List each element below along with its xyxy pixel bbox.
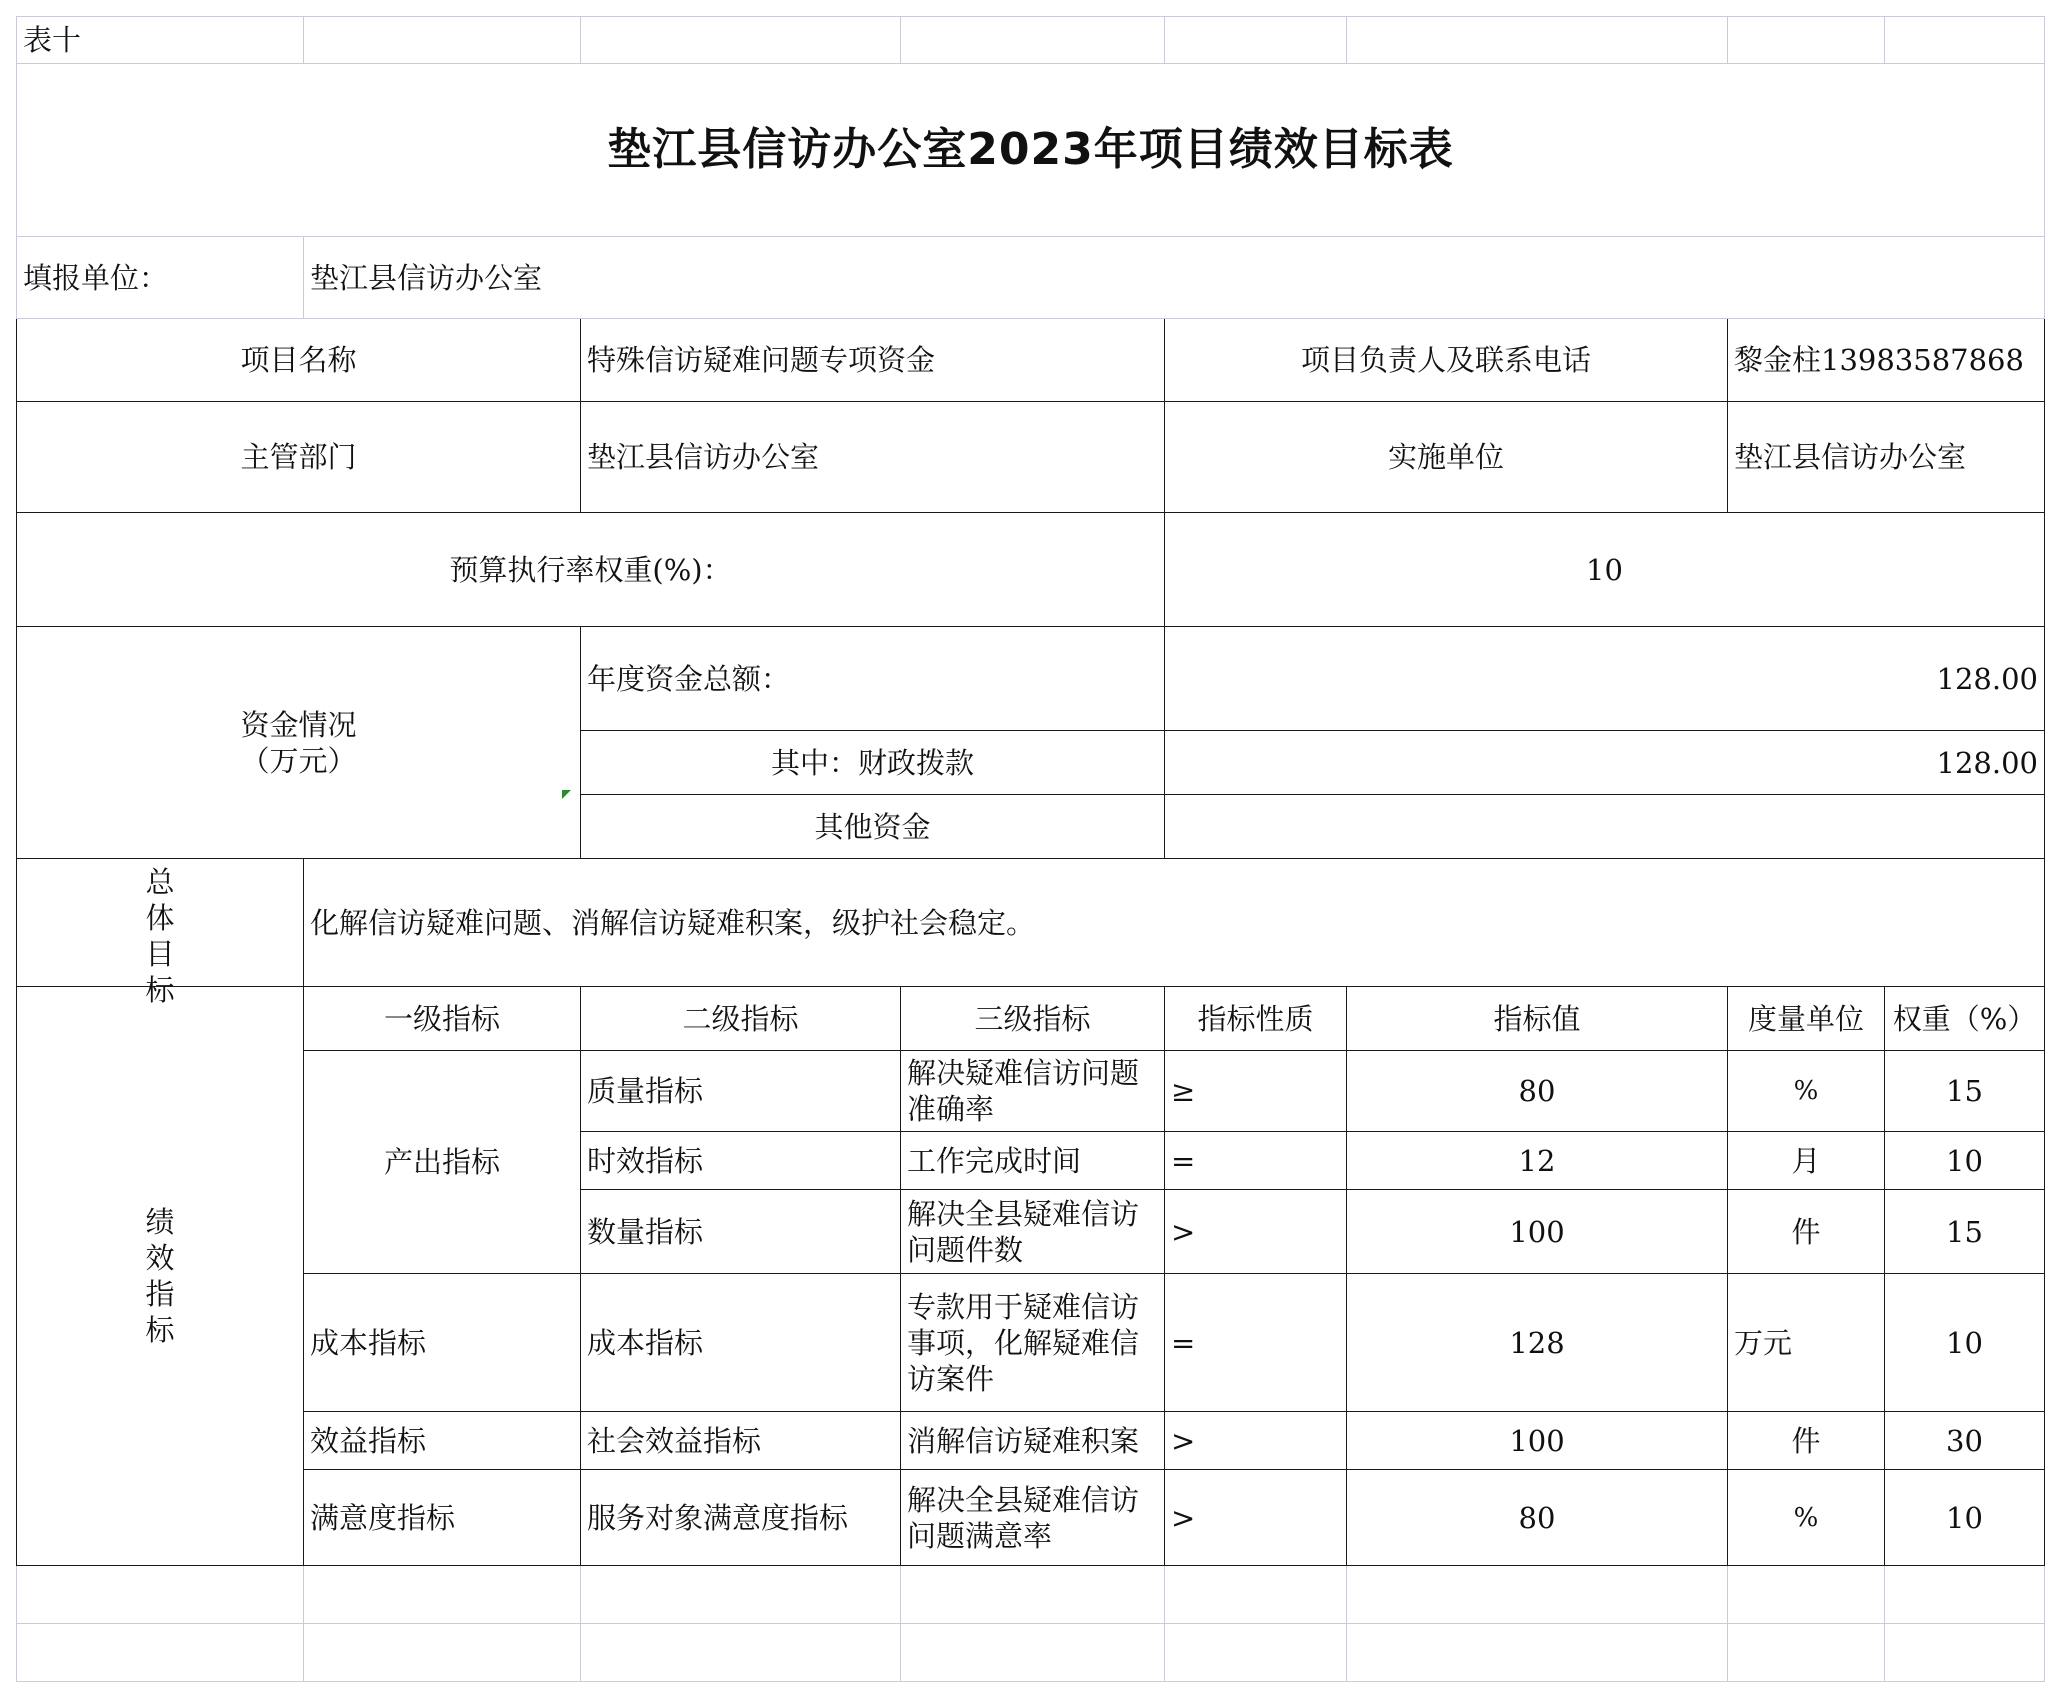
level2-cell: 社会效益指标 xyxy=(581,1412,901,1470)
value-cell: 80 xyxy=(1347,1051,1728,1132)
value-cell: 100 xyxy=(1347,1190,1728,1274)
header-nature: 指标性质 xyxy=(1165,987,1347,1051)
nature-cell: = xyxy=(1165,1132,1347,1190)
overall-goal-text: 化解信访疑难问题、消解信访疑难积案，级护社会稳定。 xyxy=(304,859,2045,987)
dept-label: 主管部门 xyxy=(17,402,581,513)
page-title: 垫江县信访办公室2023年项目绩效目标表 xyxy=(17,64,2045,237)
level2-cell: 质量指标 xyxy=(581,1051,901,1132)
funds-label xyxy=(17,627,581,859)
level2-cell: 服务对象满意度指标 xyxy=(581,1470,901,1566)
total-funds-value: 128.00 xyxy=(1165,627,2045,731)
dept-value: 垫江县信访办公室 xyxy=(581,402,1165,513)
nature-cell: > xyxy=(1165,1412,1347,1470)
weight-cell: 15 xyxy=(1885,1051,2045,1132)
nature-cell: = xyxy=(1165,1274,1347,1412)
table-row xyxy=(17,1470,2045,1566)
total-funds-label: 年度资金总额： xyxy=(581,627,1165,731)
fiscal-funds-value: 128.00 xyxy=(1165,731,2045,795)
unit-cell: 月 xyxy=(1728,1132,1885,1190)
header-unit: 度量单位 xyxy=(1728,987,1885,1051)
reporting-unit-value: 垫江县信访办公室 xyxy=(304,237,2045,319)
unit-cell: 件 xyxy=(1728,1190,1885,1274)
level1-cell: 成本指标 xyxy=(304,1274,581,1412)
header-level3: 三级指标 xyxy=(901,987,1165,1051)
header-weight: 权重（%） xyxy=(1885,987,2045,1051)
indicators-section-label-text: 绩效指标 xyxy=(145,1205,175,1347)
funds-label-line2: （万元） xyxy=(240,743,357,778)
unit-cell: 万元 xyxy=(1728,1274,1885,1412)
sheet-label: 表十 xyxy=(17,17,304,64)
level3-cell: 工作完成时间 xyxy=(901,1132,1165,1190)
funds-label-line1: 资金情况 xyxy=(240,707,357,742)
table-row xyxy=(17,1274,2045,1412)
contact-label: 项目负责人及联系电话 xyxy=(1165,319,1728,402)
overall-goal-label xyxy=(17,859,304,1007)
unit-cell: % xyxy=(1728,1051,1885,1132)
indicators-section-label xyxy=(17,987,304,1566)
weight-cell: 10 xyxy=(1885,1274,2045,1412)
table-row xyxy=(17,1412,2045,1470)
nature-cell: ≥ xyxy=(1165,1051,1347,1132)
level1-cell: 产出指标 xyxy=(304,1051,581,1274)
reporting-unit-label: 填报单位： xyxy=(17,237,304,319)
header-level2: 二级指标 xyxy=(581,987,901,1051)
budget-weight-value: 10 xyxy=(1165,513,2045,627)
level1-cell: 满意度指标 xyxy=(304,1470,581,1566)
other-funds-label: 其他资金 xyxy=(581,795,1165,859)
value-cell: 80 xyxy=(1347,1470,1728,1566)
header-value: 指标值 xyxy=(1347,987,1728,1051)
nature-cell: > xyxy=(1165,1470,1347,1566)
cell-comment-marker-icon xyxy=(562,790,571,799)
weight-cell: 15 xyxy=(1885,1190,2045,1274)
fiscal-funds-label: 其中：财政拨款 xyxy=(581,731,1165,795)
value-cell: 128 xyxy=(1347,1274,1728,1412)
project-name-label: 项目名称 xyxy=(17,319,581,402)
header-level1: 一级指标 xyxy=(304,987,581,1051)
level3-cell: 消解信访疑难积案 xyxy=(901,1412,1165,1470)
impl-unit-label: 实施单位 xyxy=(1165,402,1728,513)
weight-cell: 30 xyxy=(1885,1412,2045,1470)
level1-cell: 效益指标 xyxy=(304,1412,581,1470)
budget-weight-label: 预算执行率权重(%)： xyxy=(17,513,1165,627)
level3-cell: 解决疑难信访问题准确率 xyxy=(901,1051,1165,1132)
table-row xyxy=(17,1051,2045,1132)
unit-cell: % xyxy=(1728,1470,1885,1566)
overall-goal-label-text: 总体目标 xyxy=(145,864,175,1007)
level2-cell: 数量指标 xyxy=(581,1190,901,1274)
level3-cell: 专款用于疑难信访事项，化解疑难信访案件 xyxy=(901,1274,1165,1412)
level3-cell: 解决全县疑难信访问题满意率 xyxy=(901,1470,1165,1566)
level3-cell: 解决全县疑难信访问题件数 xyxy=(901,1190,1165,1274)
unit-cell: 件 xyxy=(1728,1412,1885,1470)
level2-cell: 成本指标 xyxy=(581,1274,901,1412)
value-cell: 100 xyxy=(1347,1412,1728,1470)
impl-unit-value: 垫江县信访办公室 xyxy=(1728,402,2045,513)
weight-cell: 10 xyxy=(1885,1470,2045,1566)
level2-cell: 时效指标 xyxy=(581,1132,901,1190)
value-cell: 12 xyxy=(1347,1132,1728,1190)
contact-value: 黎金柱13983587868 xyxy=(1728,319,2045,402)
other-funds-value xyxy=(1165,795,2045,859)
nature-cell: > xyxy=(1165,1190,1347,1274)
weight-cell: 10 xyxy=(1885,1132,2045,1190)
performance-target-sheet xyxy=(16,16,2045,1682)
project-name-value: 特殊信访疑难问题专项资金 xyxy=(581,319,1165,402)
